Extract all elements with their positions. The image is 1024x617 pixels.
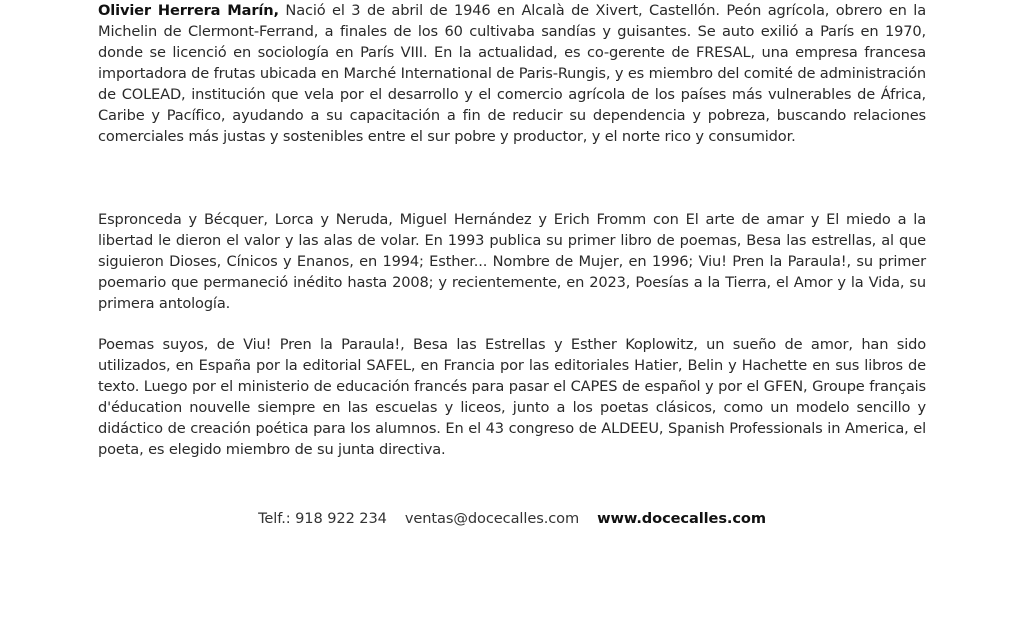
bio-paragraph-2: Espronceda y Bécquer, Lorca y Neruda, Miguel Hernández y Erich Fromm con El arte de amar y El miedo a la libertad le dieron el valor y las alas de volar. En 1993 publica su primer libro de poemas, Besa las estrellas, al que siguieron Dioses, Cínicos y Enanos, en 1994; Esther... Nombre de Mujer, en 1996; Viu! Pren la Paraula!, su primer poemario que permaneció inédito hasta 2008; y recientemente, en 2023, Poesías a la Tierra, el Amor y la Vida, su primera antología. xyxy=(98,211,926,312)
footer-website-link[interactable]: www.docecalles.com xyxy=(597,510,766,527)
bio-paragraph-1 xyxy=(98,0,926,147)
author-name: Olivier Herrera Marín, xyxy=(98,2,279,19)
footer-email-link[interactable]: ventas@docecalles.com xyxy=(404,510,580,527)
footer-phone: Telf.: 918 922 234 xyxy=(258,510,387,527)
bio-paragraph-3: Poemas suyos, de Viu! Pren la Paraula!, Besa las Estrellas y Esther Koplowitz, un sueño de amor, han sido utilizados, en España por la editorial SAFEL, en Francia por las editoriales Hatier, Belin y Hachette en sus libros de texto. Luego por el ministerio de educación francés para pasar el CAPES de español y por el GFEN, Groupe français d'éducation nouvelle siempre en las escuelas y liceos, junto a los poetas clásicos, como un modelo sencillo y didáctico de creación poética para los alumnos. En el 43 congreso de ALDEEU, Spanish Professionals in America, el poeta, es elegido miembro de su junta directiva. xyxy=(98,336,926,458)
contact-footer xyxy=(0,510,1024,527)
bio-paragraph-1-text: Nació el 3 de abril de 1946 en Alcalà de Xivert, Castellón. Peón agrícola, obrero en la Michelin de Clermont-Ferrand, a finales de los 60 cultivaba sandías y guisantes. Se auto exilió a París en 1970, donde se licenció en sociología en París VIII. En la actualidad, es co-gerente de FRESAL, una empresa francesa importadora de frutas ubicada en Marché International de Paris-Rungis, y es miembro del comité de administración de COLEAD, institución que vela por el desarrollo y el comercio agrícola de los países más vulnerables de África, Caribe y Pacífico, ayudando a su capacitación a fin de reducir su dependencia y pobreza, buscando relaciones comerciales más justas y sostenibles entre el sur pobre y productor, y el norte rico y consumidor. xyxy=(98,2,926,145)
